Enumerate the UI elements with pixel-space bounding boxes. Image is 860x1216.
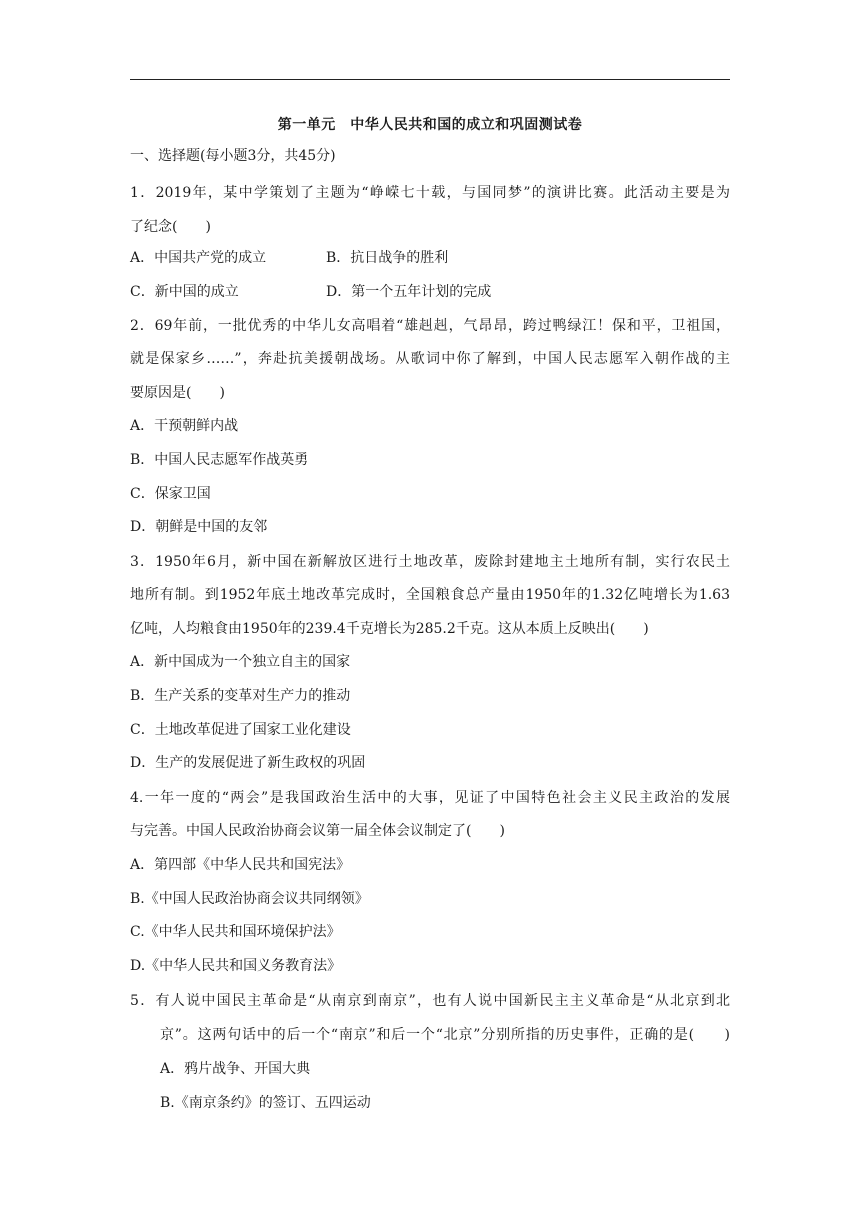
q2-stem-line1: 2．69年前，一批优秀的中华儿女高唱着“雄赳赳，气昂昂，跨过鸭绿江！保和平，卫祖国， [130,318,730,334]
q2-option-c: C．保家卫国 [130,486,211,502]
q3-option-d: D．生产的发展促进了新生政权的巩固 [130,755,366,771]
q2-stem-line3: 要原因是( ) [130,385,225,401]
q5-stem-line2: 京”。这两句话中的后一个“南京”和后一个“北京”分别所指的历史事件，正确的是( ) [160,1027,730,1043]
q2-option-b: B．中国人民志愿军作战英勇 [130,452,309,468]
q1-option-d: D．第一个五年计划的完成 [326,284,492,300]
header-rule [130,79,730,80]
q3-option-b: B．生产关系的变革对生产力的推动 [130,688,351,704]
page-title: 第一单元 中华人民共和国的成立和巩固测试卷 [277,117,583,133]
q5-option-a: A．鸦片战争、开国大典 [160,1061,311,1077]
q1-option-c: C．新中国的成立 [130,284,239,300]
q4-option-b: B.《中国人民政治协商会议共同纲领》 [130,891,369,907]
q1-option-b: B．抗日战争的胜利 [326,250,449,266]
q2-option-a: A．干预朝鲜内战 [130,418,239,434]
q4-stem-line2: 与完善。中国人民政治协商会议第一届全体会议制定了( ) [130,823,505,839]
q3-stem-line2: 地所有制。到1952年底土地改革完成时，全国粮食总产量由1950年的1.32亿吨增长为1.63 [130,587,730,603]
q1-option-a: A．中国共产党的成立 [130,250,267,266]
q3-option-c: C．土地改革促进了国家工业化建设 [130,722,351,738]
q3-stem-line1: 3．1950年6月，新中国在新解放区进行土地改革，废除封建地主土地所有制，实行农民土 [130,554,730,570]
q2-stem-line2: 就是保家乡……”，奔赴抗美援朝战场。从歌词中你了解到，中国人民志愿军入朝作战的主 [130,351,730,367]
q3-option-a: A．新中国成为一个独立自主的国家 [130,654,351,670]
q1-stem-line1: 1．2019年，某中学策划了主题为“峥嵘七十载，与国同梦”的演讲比赛。此活动主要是为 [130,185,730,201]
q5-stem-line1: 5．有人说中国民主革命是“从南京到南京”，也有人说中国新民主主义革命是“从北京到北 [130,993,730,1009]
q1-stem-line2: 了纪念( ) [130,219,211,235]
q4-option-c: C.《中华人民共和国环境保护法》 [130,924,341,940]
q2-option-d: D．朝鲜是中国的友邻 [130,519,268,535]
q4-option-a: A．第四部《中华人民共和国宪法》 [130,857,351,873]
section-heading: 一、选择题(每小题3分，共45分) [130,148,336,164]
q4-stem-line1: 4.一年一度的“两会”是我国政治生活中的大事，见证了中国特色社会主义民主政治的发展 [130,790,730,806]
q4-option-d: D.《中华人民共和国义务教育法》 [130,958,342,974]
q3-stem-line3: 亿吨，人均粮食由1950年的239.4千克增长为285.2千克。这从本质上反映出( ) [130,621,649,637]
q5-option-b: B.《南京条约》的签订、五四运动 [160,1095,371,1111]
